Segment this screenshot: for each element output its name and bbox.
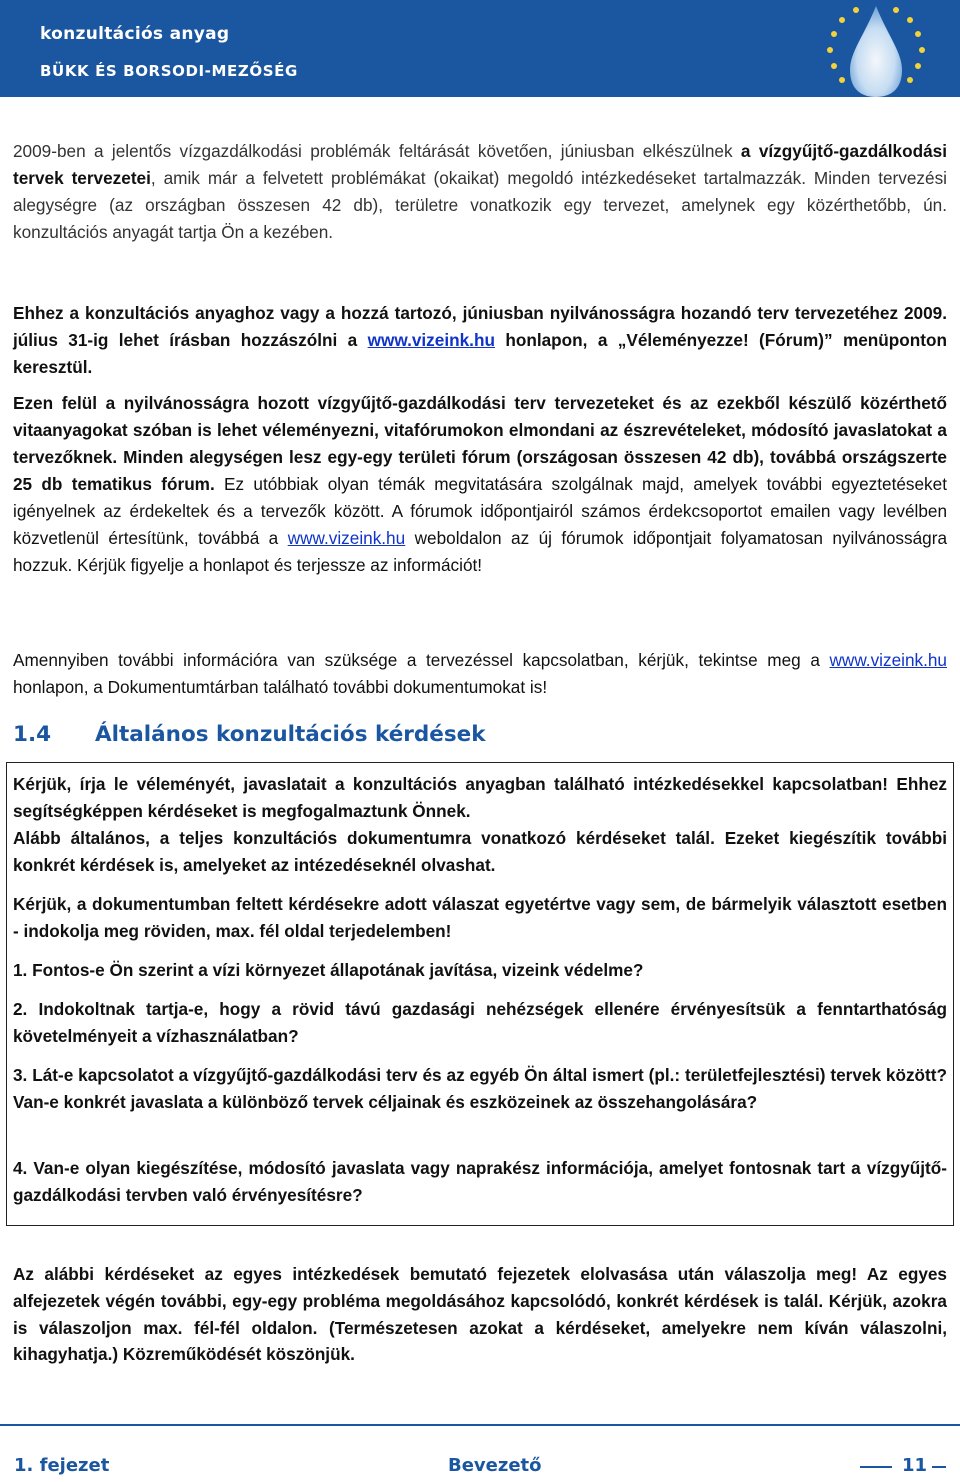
box-instructions-text: Kérjük, a dokumentumban feltett kérdésekre adott válaszat egyetértve vagy sem, de bármelyik választott esetben - indokolja meg röviden, max. fél oldal terjedelemben! <box>13 894 947 941</box>
vizeink-link[interactable]: www.vizeink.hu <box>829 650 947 670</box>
footer-dash-right <box>932 1466 946 1468</box>
closing-paragraph: Az alábbi kérdéseket az egyes intézkedések bemutató fejezetek elolvasása után válaszolja meg! Az egyes alfejezetek végén további, egy-egy probléma megoldásához kapcsolódó, konkrét kérdések is talál. Kérjük, azokra is válaszoljon max. fél-fél oldalon. (Természetesen azokat a kérdéseket, amelyekre nem kíván válaszolni, kihagyhatja.) Közreműködését köszönjük. <box>13 1264 947 1365</box>
section-heading <box>13 722 486 747</box>
footer-chapter: 1. fejezet <box>14 1455 110 1476</box>
header-title: konzultációs anyag <box>40 24 230 44</box>
vizeink-link[interactable]: www.vizeink.hu <box>287 528 406 548</box>
footer-dash-left <box>860 1466 892 1468</box>
intro-paragraph-2: Ehhez a konzultációs anyaghoz vagy a hozzá tartozó, júniusban nyilvánosságra hozandó terv tervezetéhez 2009. július 31-ig lehet írásban hozzászólni a www.vizeink.hu honlapon, a „Véleményezze! (Fórum)” menüponton keresztül. <box>13 303 948 377</box>
section-number: 1.4 <box>13 722 52 747</box>
eu-water-drop-logo-icon <box>806 0 960 97</box>
header-subtitle: BÜKK ÉS BORSODI-MEZŐSÉG <box>40 62 298 80</box>
box-general-text: Alább általános, a teljes konzultációs dokumentumra vonatkozó kérdéseket talál. Ezeket kiegészítik további konkrét kérdések is, amelyeket az intézedéseknél olvashat. <box>13 828 947 875</box>
intro-paragraph-1: 2009-ben a jelentős vízgazdálkodási problémák feltárását követően, júniusban elkészülnek a vízgyűjtő-gazdálkodási tervek tervezetei, amik már a felvetett problémákat (okaikat) megoldó intézkedéseket tartalmazzák. Minden tervezési alegységre (az országban összesen 42 db), területre vonatkozik egy tervezet, amelynek egy közérthetőbb, ún. konzultációs anyagát tartja Ön a kezében. <box>13 141 947 242</box>
section-title: Általános konzultációs kérdések <box>95 722 486 747</box>
page-header <box>0 0 960 97</box>
question-3: 3. Lát-e kapcsolatot a vízgyűjtő-gazdálkodási terv és az egyéb Ön által ismert (pl.: területfejlesztési) tervek között? Van-e konkrét javaslata a különböző tervek céljainak és eszközeinek az összehangolására? <box>13 1065 947 1112</box>
box-intro-text: Kérjük, írja le véleményét, javaslatait a konzultációs anyagban található intézkedésekkel kapcsolatban! Ehhez segítségképpen kérdéseket is megfogalmaztunk Önnek. <box>13 774 947 821</box>
page-number: 11 <box>902 1455 928 1476</box>
question-4: 4. Van-e olyan kiegészítése, módosító javaslata vagy naprakész információja, amelyet fontosnak tart a vízgyűjtő-gazdálkodási tervben való érvényesítésre? <box>13 1158 947 1205</box>
question-1: 1. Fontos-e Ön szerint a vízi környezet állapotának javítása, vizeink védelme? <box>13 960 644 980</box>
vizeink-link[interactable]: www.vizeink.hu <box>367 330 495 350</box>
footer-rule <box>0 1424 960 1426</box>
intro-paragraph-3: Ezen felül a nyilvánosságra hozott vízgyűjtő-gazdálkodási terv tervezeteket és az ezekből készülő közérthető vitaanyagokat szóban is lehet véleményezni, vitafórumokon elmondani az észrevételeket, módosító javaslatokat a tervezőknek. Minden alegységen lesz egy-egy területi fórum (országosan összesen 42 db), továbbá országszerte 25 db tematikus fórum. Ez utóbbiak olyan témák megvitatására szolgálnak majd, amelyek további egyeztetéseket igényelnek az érdekeltek és a tervezők között. A fórumok időpontjairól számos érdekcsoportot emailen vagy levélben közvetlenül értesítünk, továbbá a www.vizeink.hu weboldalon az új fórumok időpontjait folyamatosan nyilvánosságra hozzuk. Kérjük figyelje a honlapot és terjessze az információt! <box>13 393 947 575</box>
question-2: 2. Indokoltnak tartja-e, hogy a rövid távú gazdasági nehézségek ellenére érvényesítsük a fenntarthatóság követelményeit a vízhasználatban? <box>13 999 947 1046</box>
footer-chapter-title: Bevezető <box>448 1455 542 1476</box>
intro-paragraph-4: Amennyiben további információra van szüksége a tervezéssel kapcsolatban, kérjük, tekintse meg a www.vizeink.hu honlapon, a Dokumentumtárban található további dokumentumokat is! <box>13 650 947 697</box>
